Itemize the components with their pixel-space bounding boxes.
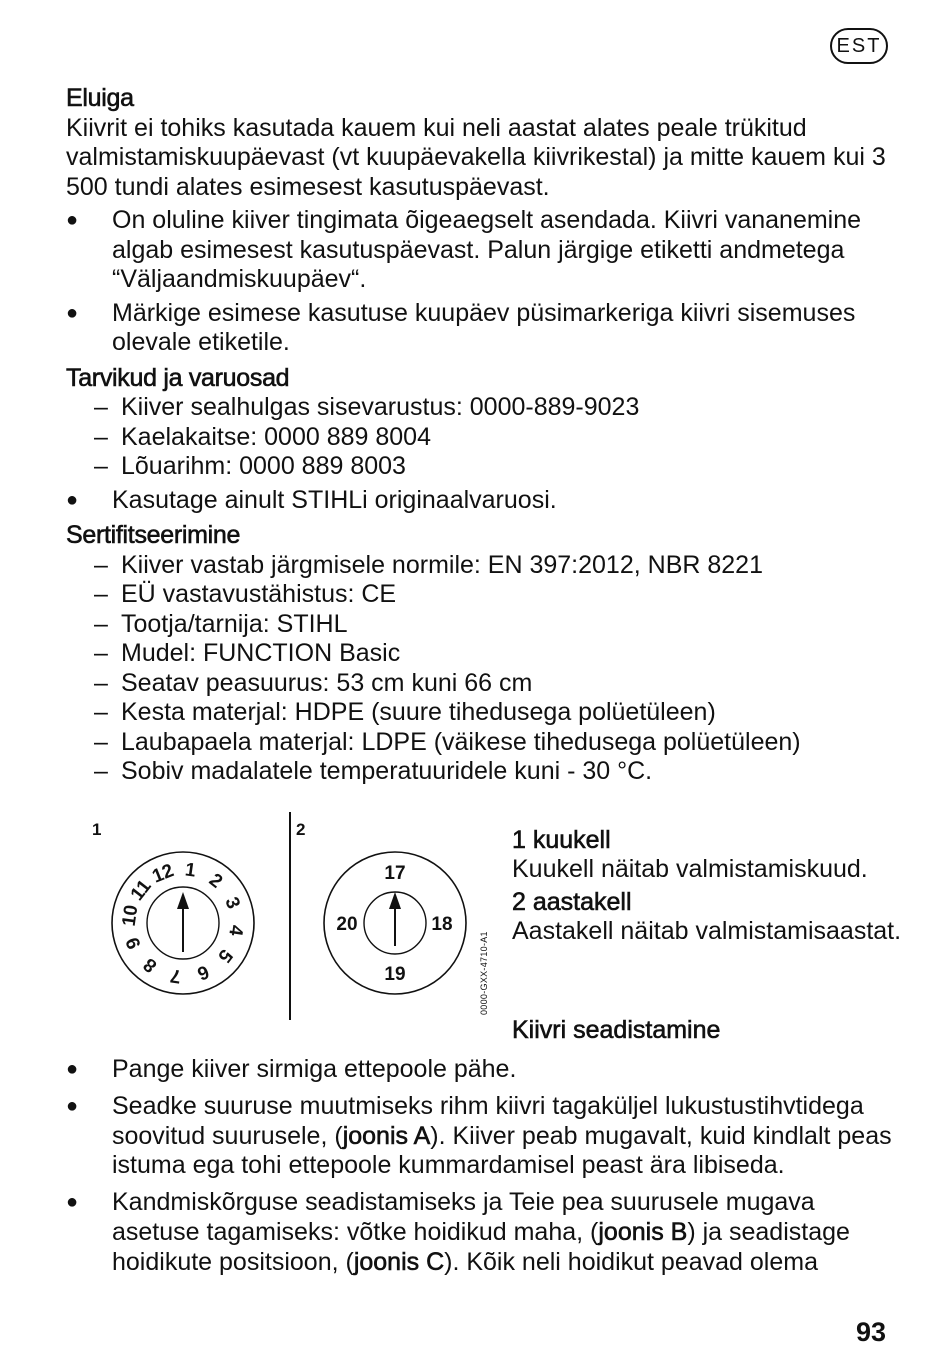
accessory-item: – Kaelakaitse: 0000 889 8004: [66, 423, 896, 453]
adjustment-content: [66, 1048, 896, 1278]
month-label: 9: [122, 934, 146, 952]
figure-label-2: 2: [296, 820, 306, 839]
month-label: 12: [149, 860, 177, 888]
figure-divider: [289, 812, 291, 1020]
bullet-text: ). Kõik neli hoidikut peavad olema: [444, 1247, 818, 1276]
figure-legend: [512, 822, 902, 946]
page-number: 93: [856, 1317, 887, 1347]
year-label: 19: [384, 964, 406, 985]
month-label: 5: [213, 944, 237, 967]
month-label: 7: [168, 964, 183, 987]
figure-code: 0000-GXX-4710-A1: [479, 931, 489, 1015]
legend-text-month: Kuukell näitab valmistamiskuud.: [512, 855, 868, 883]
month-label: 10: [118, 903, 143, 928]
certification-item: – Tootja/tarnija: STIHL: [66, 610, 896, 640]
certification-item: – Sobiv madalatele temperatuuridele kuni - 30 °C.: [66, 757, 896, 787]
heading-accessories: Tarvikud ja varuosad: [66, 363, 290, 392]
certification-item: – Laubapaela materjal: LDPE (väikese tihedusega polüetüleen): [66, 728, 896, 758]
bullet-text: Seadke suuruse muutmiseks rihm kiivri tagaküljel lukustustihvtidega soovitud suurusele, (: [112, 1091, 864, 1150]
month-label: 3: [220, 894, 244, 912]
certification-item: – Kiiver vastab järgmisele normile: EN 397:2012, NBR 8221: [66, 551, 896, 581]
bullet-text: ) ja seadistage hoidikute positsioon, (: [112, 1217, 850, 1276]
bullet-text: ). Kiiver peab mugavalt, kuid kindlalt peas istuma ega tohi ettepoole kummardamisel peast ära libiseda.: [112, 1121, 892, 1180]
figure-label-1: 1: [92, 820, 102, 839]
legend-title-year: 2 aastakell: [512, 888, 632, 916]
heading-certification: Sertifitseerimine: [66, 521, 241, 549]
legend-text-year: Aastakell näitab valmistamisaastat.: [512, 917, 902, 945]
year-label: 18: [431, 914, 453, 935]
certification-item: – Mudel: FUNCTION Basic: [66, 639, 896, 669]
main-content: [66, 84, 896, 787]
year-dial: [322, 850, 468, 996]
adjustment-bullet: ● Pange kiiver sirmiga ettepoole pähe.: [66, 1055, 896, 1085]
month-label: 6: [194, 960, 212, 984]
heading-lifespan: Eluiga: [66, 84, 134, 112]
accessory-item: – Lõuarihm: 0000 889 8003: [66, 452, 896, 482]
month-label: 2: [204, 869, 227, 893]
month-dial: [110, 850, 256, 996]
month-label: 8: [139, 953, 162, 977]
certification-item: – EÜ vastavustähistus: CE: [66, 580, 896, 610]
certification-list: [66, 551, 896, 787]
accessories-bullet: ● Kasutage ainult STIHLi originaalvaruosi.: [66, 486, 896, 516]
lifespan-bullet: ● Märkige esimese kasutuse kuupäev püsimarkeriga kiivri sisemuses olevale etiketile.: [66, 299, 896, 358]
bullet-text: Kandmiskõrguse seadistamiseks ja Teie pea suurusele mugava asetuse tagamiseks: võtke hoidikud maha, (: [112, 1188, 815, 1246]
month-label: 11: [126, 876, 156, 905]
certification-item: – Kesta materjal: HDPE (suure tihedusega polüetüleen): [66, 698, 896, 728]
adjustment-bullet: [66, 1188, 896, 1277]
year-label: 17: [384, 863, 406, 884]
heading-adjustment: Kiivri seadistamine: [512, 1016, 721, 1044]
accessory-item: – Kiiver sealhulgas sisevarustus: 0000-889-9023: [66, 393, 896, 423]
lifespan-bullet: ● On oluline kiiver tingimata õigeaegselt asendada. Kiivri vananemine algab esimesest kasutuspäevast. Palun järgige etiketti andmetega “Väljaandmiskuupäev“.: [66, 206, 896, 295]
legend-title-month: 1 kuukell: [512, 826, 611, 854]
figure-reference: joonis A: [342, 1121, 431, 1150]
month-label: 1: [183, 859, 198, 882]
figure-reference: joonis B: [598, 1217, 688, 1246]
lifespan-intro: Kiivrit ei tohiks kasutada kauem kui neli aastat alates peale trükitud valmistamiskuupäevast (vt kuupäevakella kiivrikestal) ja mitte kauem kui 3 500 tundi alates esimesest kasutuspäevast.: [66, 113, 886, 201]
language-badge: EST: [830, 28, 888, 64]
year-label: 20: [336, 914, 358, 935]
figure-reference: joonis C: [353, 1247, 445, 1276]
certification-item: – Seatav peasuurus: 53 cm kuni 66 cm: [66, 669, 896, 699]
month-label: 4: [224, 923, 247, 938]
adjustment-bullet: [66, 1092, 896, 1181]
accessories-list: [66, 393, 896, 482]
